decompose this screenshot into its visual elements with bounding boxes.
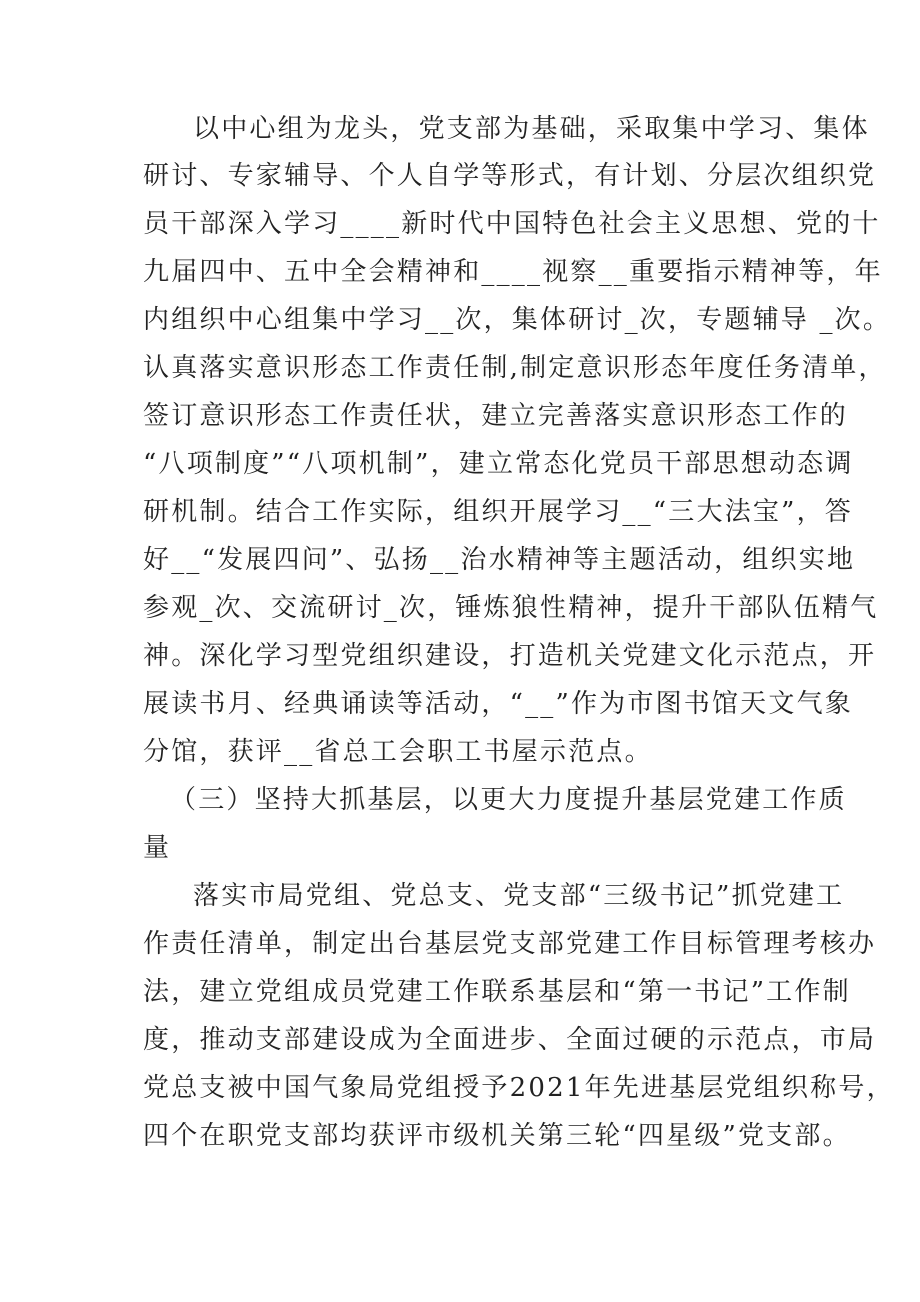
paragraph-1-line-3: 员干部深入学习____新时代中国特色社会主义思想、党的十 [143, 209, 881, 239]
paragraph-2-line-6: 四个在职党支部均获评市级机关第三轮“四星级”党支部。 [143, 1121, 851, 1151]
paragraph-2-line-2: 作责任清单，制定出台基层党支部党建工作目标管理考核办 [143, 929, 877, 959]
paragraph-1-line-11: 参观_次、交流研讨_次，锤炼狼性精神，提升干部队伍精气 [143, 593, 879, 623]
paragraph-2-line-4: 度，推动支部建设成为全面进步、全面过硬的示范点，市局 [143, 1025, 877, 1055]
paragraph-1-line-14: 分馆，获评__省总工会职工书屋示范点。 [143, 737, 653, 767]
paragraph-2-line-1: 落实市局党组、党总支、党支部“三级书记”抓党建工 [193, 881, 845, 911]
section-heading-3-line-1: （三）坚持大抓基层，以更大力度提升基层党建工作质 [170, 785, 847, 815]
paragraph-2-line-3: 法，建立党组成员党建工作联系基层和“第一书记”工作制 [143, 977, 851, 1007]
paragraph-1-line-4: 九届四中、五中全会精神和____视察__重要指示精神等，年 [143, 257, 883, 287]
paragraph-1-line-13: 展读书月、经典诵读等活动，“__”作为市图书馆天文气象 [143, 689, 853, 719]
paragraph-1-line-12: 神。深化学习型党组织建设，打造机关党建文化示范点，开 [143, 641, 877, 671]
paragraph-1-line-2: 研讨、专家辅导、个人自学等形式，有计划、分层次组织党 [143, 161, 877, 191]
paragraph-1-line-9: 研机制。结合工作实际，组织开展学习__“三大法宝”，答 [143, 497, 853, 527]
paragraph-1-line-5: 内组织中心组集中学习__次，集体研讨_次，专题辅导 _次。 [143, 305, 892, 335]
paragraph-1-line-1: 以中心组为龙头，党支部为基础，采取集中学习、集体 [193, 114, 870, 144]
section-heading-3-line-2: 量 [143, 833, 172, 863]
paragraph-1-line-6: 认真落实意识形态工作责任制,制定意识形态年度任务清单， [143, 353, 887, 383]
paragraph-1-line-7: 签订意识形态工作责任状，建立完善落实意识形态工作的 [143, 401, 849, 431]
paragraph-1-line-8: “八项制度”“八项机制”，建立常态化党员干部思想动态调 [143, 449, 854, 479]
paragraph-2-line-5: 党总支被中国气象局党组授予2021年先进基层党组织称号， [143, 1073, 895, 1103]
paragraph-1-line-10: 好__“发展四问”、弘扬__治水精神等主题活动，组织实地 [143, 545, 856, 575]
